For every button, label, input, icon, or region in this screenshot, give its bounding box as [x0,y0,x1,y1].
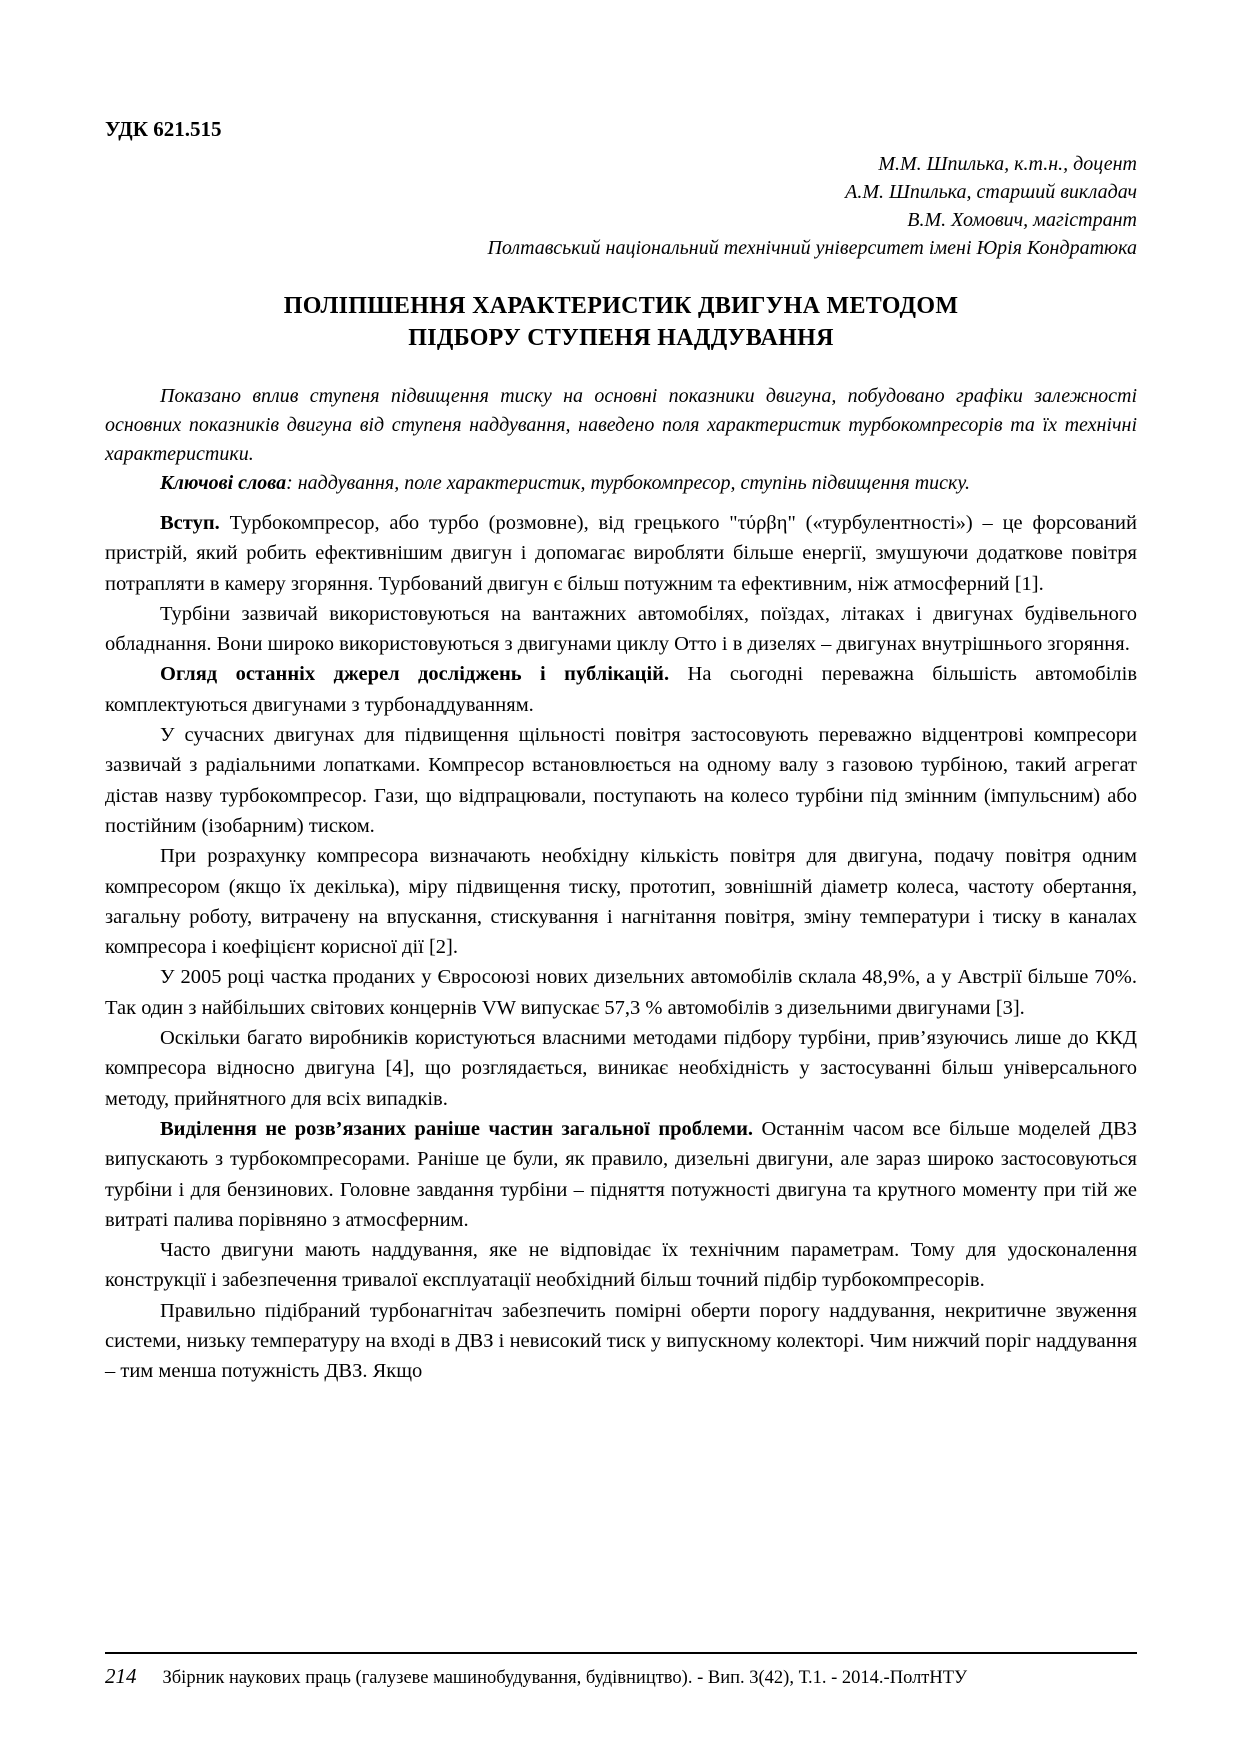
abstract: Показано вплив ступеня підвищення тиску на основні показники двигуна, побудовано графіки залежності основних показників двигуна від ступеня наддування, наведено поля характеристик турбокомпресорів та їх технічні характеристики. [105,385,1137,465]
paragraph: Турбіни зазвичай використовуються на вантажних автомобілях, поїздах, літаках і двигунах будівельного обладнання. Вони широко використовуються з двигунами циклу Отто і в дизелях – двигунах внутрішнього згоряння. [105,602,1137,656]
author-line: В.М. Хомович, магістрант [907,209,1137,231]
footer-text: Збірник наукових праць (галузеве машинобудування, будівництво). - Вип. 3(42), Т.1. - 2014.-ПолтНТУ [162,1668,968,1688]
keywords-text: : наддування, поле характеристик, турбокомпресор, ступінь підвищення тиску. [286,472,970,494]
paragraph: Правильно підібраний турбонагнітач забезпечить помірні оберти порогу наддування, некритичне звуження системи, низьку температуру на вході в ДВЗ і невисокий тиск у випускному колекторі. Чим нижчий поріг наддування – тим менша потужність ДВЗ. Якщо [105,1299,1137,1383]
paragraph: Вступ. Турбокомпресор, або турбо (розмовне), від грецького "τύρβη" («турбулентності») – це форсований пристрій, який робить ефективнішим двигун і допомагає виробляти більше енергії, змушуючи додаткове повітря потрапляти в камеру згоряння. Турбований двигун є більш потужним та ефективним, ніж атмосферний [1]. [105,512,1137,595]
udc-code: УДК 621.515 [105,117,222,141]
paragraph: У сучасних двигунах для підвищення щільності повітря застосовують переважно відцентрові компресори зазвичай з радіальними лопатками. Компресор встановлюється на одному валу з газовою турбіною, такий агрегат дістав назву турбокомпресор. Гази, що відпрацювали, поступають на колесо турбіни під змінним (імпульсним) або постійним (ізобарним) тиском. [105,724,1137,837]
paper-title-line1: ПОЛІПШЕННЯ ХАРАКТЕРИСТИК ДВИГУНА МЕТОДОМ [283,293,959,319]
author-line: А.М. Шпилька, старший викладач [845,181,1137,203]
body-paragraphs [105,508,1137,1387]
paper-title-line2: ПІДБОРУ СТУПЕНЯ НАДДУВАННЯ [408,325,834,351]
author-line: Полтавський національний технічний університет імені Юрія Кондратюка [487,237,1137,259]
keywords [105,469,1137,498]
paragraph: У 2005 році частка проданих у Євросоюзі нових дизельних автомобілів склала 48,9%, а у Австрії більше 70%. Так один з найбільших світових концернів VW випускає 57,3 % автомобілів з дизельними двигунами [3]. [105,966,1137,1019]
page-footer [105,1652,1137,1689]
paragraph: Часто двигуни мають наддування, яке не відповідає їх технічним параметрам. Тому для удосконалення конструкції і забезпечення тривалої експлуатації необхідний більш точний підбір турбокомпресорів. [105,1239,1137,1292]
paragraph: При розрахунку компресора визначають необхідну кількість повітря для двигуна, подачу повітря одним компресором (якщо їх декілька), міру підвищення тиску, прототип, зовнішній діаметр колеса, частоту обертання, загальну роботу, витрачену на впускання, стискування і нагнітання повітря, зміну температури і тиску в каналах компресора і коефіцієнт корисної дії [2]. [105,845,1137,959]
keywords-label: Ключові слова [160,472,287,494]
paragraph-lead: Вступ. [160,512,230,534]
paragraph-lead: Огляд останніх джерел досліджень і публікацій. [160,663,688,686]
page-number: 214 [105,1664,137,1688]
paper-title [105,290,1137,354]
paragraph: Виділення не розв’язаних раніше частин загальної проблеми. Останнім часом все більше моделей ДВЗ випускають з турбокомпресорами. Раніше це були, як правило, дизельні двигуни, але зараз широко застосовуються турбіни і для бензинових. Головне завдання турбіни – підняття потужності двигуна та крутного моменту при тій же витраті палива порівняно з атмосферним. [105,1117,1137,1231]
paragraph: Оскільки багато виробників користуються власними методами підбору турбіни, прив’язуючись лише до ККД компресора відносно двигуна [4], що розглядається, виникає необхідність у застосуванні більш універсального методу, прийнятного для всіх випадків. [105,1027,1137,1110]
paragraph-lead: Виділення не розв’язаних раніше частин загальної проблеми. [160,1117,762,1140]
author-block [105,150,1137,262]
author-line: М.М. Шпилька, к.т.н., доцент [878,153,1137,175]
paragraph: Огляд останніх джерел досліджень і публікацій. На сьогодні переважна більшість автомобілів комплектуються двигунами з турбонаддуванням. [105,663,1138,716]
